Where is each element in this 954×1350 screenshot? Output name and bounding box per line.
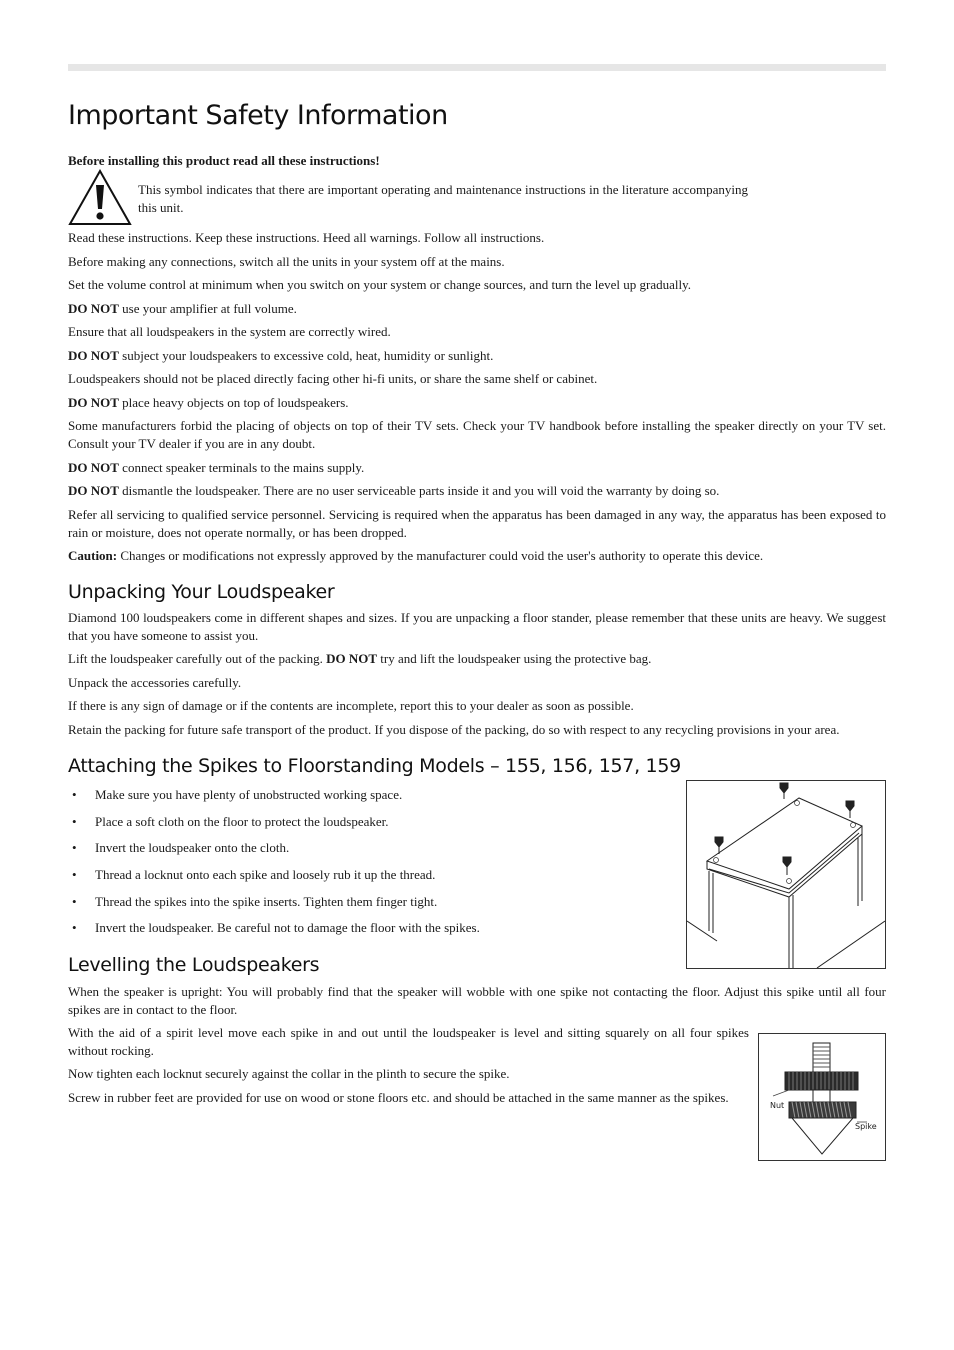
safety-para-5: Ensure that all loudspeakers in the system are correctly wired.	[68, 324, 391, 339]
levelling-heading: Levelling the Loudspeakers	[68, 954, 320, 976]
inverted-speaker-figure	[686, 780, 886, 969]
unpacking-para-3: Unpack the accessories carefully.	[68, 675, 242, 690]
inverted-speaker-illustration	[687, 781, 885, 968]
unpacking-para-1: Diamond 100 loudspeakers come in different shapes and sizes. If you are unpacking a floor stander, please remember that these units are heavy. We suggest that you have someone to assist you.	[68, 610, 886, 643]
list-item: • Invert the loudspeaker. Be careful not to damage the floor with the spikes.	[68, 919, 668, 946]
unpacking-para-2: Lift the loudspeaker carefully out of the packing. DO NOT try and lift the loudspeaker using the protective bag.	[68, 651, 652, 666]
list-item: • Make sure you have plenty of unobstructed working space.	[68, 786, 668, 813]
spikes-heading: Attaching the Spikes to Floorstanding Models – 155, 156, 157, 159	[68, 755, 681, 777]
safety-para-4: DO NOT use your amplifier at full volume.	[68, 301, 297, 316]
safety-para-10: DO NOT connect speaker terminals to the mains supply.	[68, 460, 365, 475]
levelling-para-1: When the speaker is upright: You will probably find that the speaker will wobble with one spike not contacting the floor. Adjust this spike until all four spikes are in contact to the floor.	[68, 984, 886, 1017]
safety-para-3: Set the volume control at minimum when you switch on your system or change sources, and turn the level up gradually.	[68, 277, 692, 292]
spike-nut-figure	[758, 1033, 886, 1161]
page-title: Important Safety Information	[68, 100, 448, 131]
list-item: • Thread a locknut onto each spike and loosely rub it up the thread.	[68, 866, 668, 893]
warning-symbol-text: This symbol indicates that there are important operating and maintenance instructions in the literature accompanying this unit.	[138, 182, 748, 215]
safety-para-9: Some manufacturers forbid the placing of objects on top of their TV sets. Check your TV handbook before installing the speaker directly on your TV set. Consult your TV dealer if you are in any doubt.	[68, 418, 886, 451]
safety-para-7: Loudspeakers should not be placed directly facing other hi-fi units, or share the same shelf or cabinet.	[68, 371, 598, 386]
levelling-para-3: Now tighten each locknut securely against the collar in the plinth to secure the spike.	[68, 1066, 510, 1081]
header-rule	[68, 64, 886, 71]
unpacking-para-5: Retain the packing for future safe transport of the product. If you dispose of the packing, do so with respect to any recycling provisions in your area.	[68, 722, 840, 737]
warning-triangle-icon	[68, 169, 132, 226]
spikes-steps-list	[68, 786, 668, 946]
intro-notice: Before installing this product read all these instructions!	[68, 153, 380, 168]
safety-para-1: Read these instructions. Keep these instructions. Heed all warnings. Follow all instructions.	[68, 230, 545, 245]
levelling-para-4: Screw in rubber feet are provided for use on wood or stone floors etc. and should be attached in the same manner as the spikes.	[68, 1090, 729, 1105]
safety-caution: Caution: Changes or modifications not expressly approved by the manufacturer could void the user's authority to operate this device.	[68, 548, 764, 563]
list-item: • Place a soft cloth on the floor to protect the loudspeaker.	[68, 813, 668, 840]
safety-para-12: Refer all servicing to qualified service personnel. Servicing is required when the apparatus has been damaged in any way, the apparatus has been exposed to rain or moisture, does not operate normally, or has been dropped.	[68, 507, 886, 540]
list-item: • Thread the spikes into the spike inserts. Tighten them finger tight.	[68, 893, 668, 920]
levelling-para-2: With the aid of a spirit level move each spike in and out until the loudspeaker is level and sitting squarely on all four spikes without rocking.	[68, 1025, 749, 1058]
spike-label: Spike	[855, 1122, 877, 1131]
list-item: • Invert the loudspeaker onto the cloth.	[68, 839, 668, 866]
unpacking-heading: Unpacking Your Loudspeaker	[68, 581, 335, 603]
spike-nut-illustration	[759, 1034, 885, 1160]
safety-para-8: DO NOT place heavy objects on top of loudspeakers.	[68, 395, 349, 410]
safety-para-6: DO NOT subject your loudspeakers to excessive cold, heat, humidity or sunlight.	[68, 348, 494, 363]
safety-para-11: DO NOT dismantle the loudspeaker. There are no user serviceable parts inside it and you will void the warranty by doing so.	[68, 483, 720, 498]
unpacking-para-4: If there is any sign of damage or if the contents are incomplete, report this to your dealer as soon as possible.	[68, 698, 634, 713]
safety-para-2: Before making any connections, switch all the units in your system off at the mains.	[68, 254, 505, 269]
nut-label: Nut	[770, 1101, 785, 1110]
